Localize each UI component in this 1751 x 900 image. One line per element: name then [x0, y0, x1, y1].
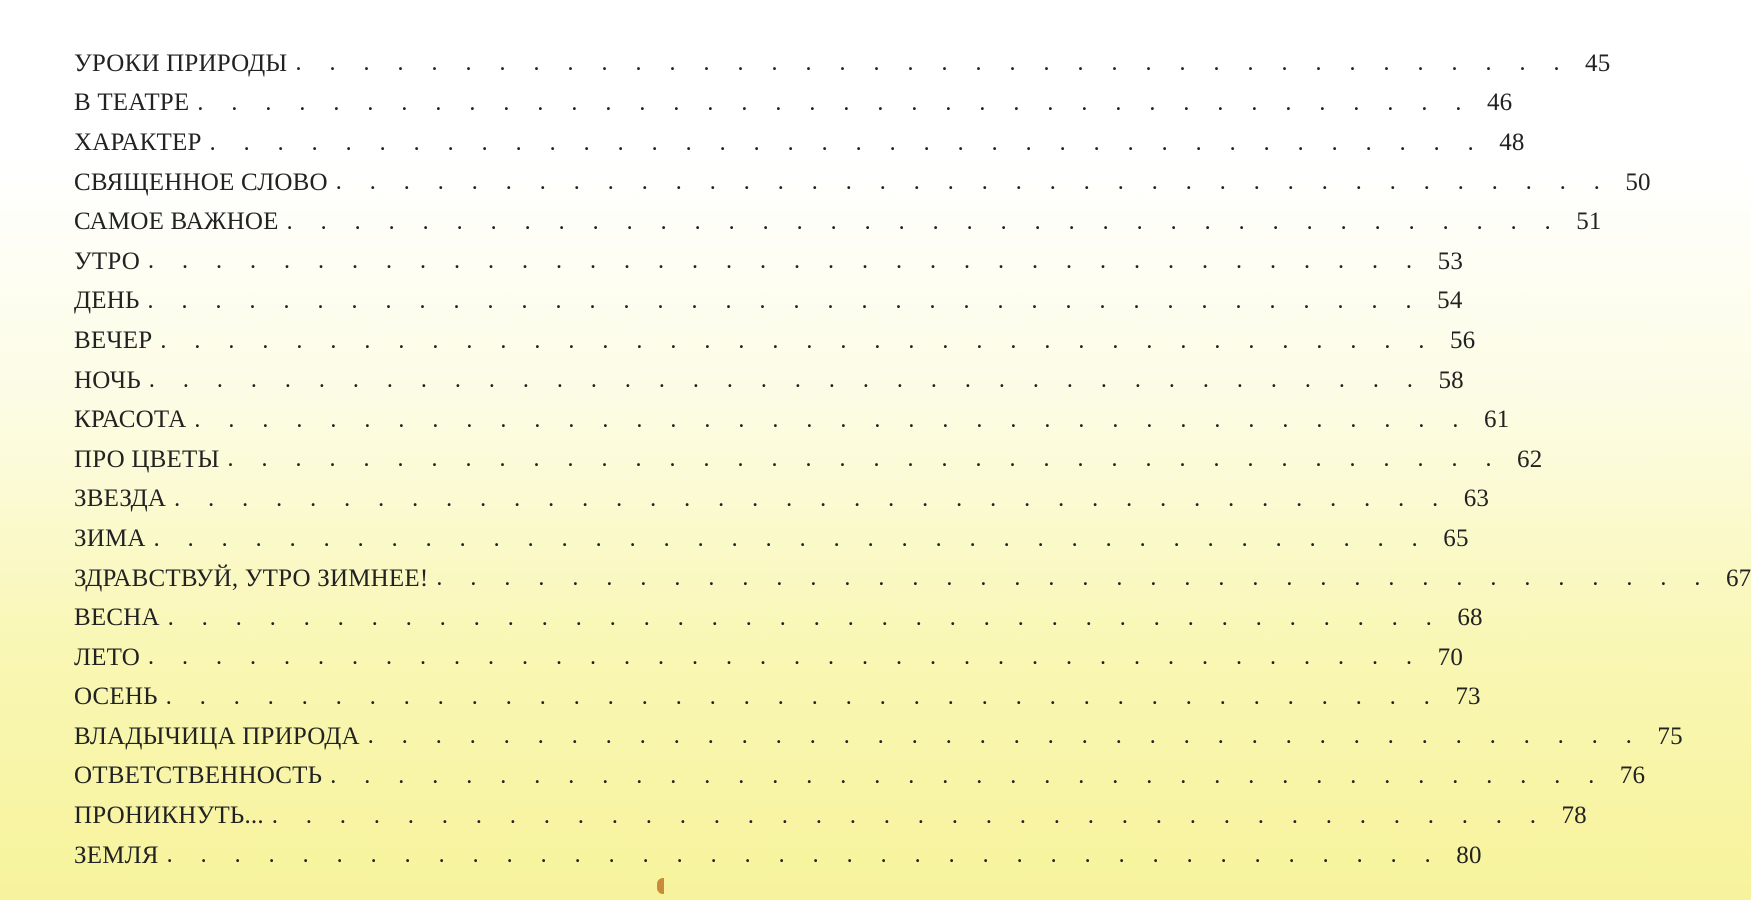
toc-entry-20 — [74, 836, 1482, 876]
toc-entry-2 — [74, 123, 1525, 163]
dot-leader: . . . . . . . . . . . . . . . . . . . . . . . . . . . . . . . . . . . . . . — [148, 644, 1424, 671]
toc-entry-title: ВЕЧЕР — [74, 326, 153, 354]
toc-entry-page: 73 — [1455, 683, 1481, 711]
toc-entry-page: 68 — [1457, 604, 1483, 632]
toc-entry-8 — [74, 361, 1464, 401]
toc-entry-title: ВЛАДЫЧИЦА ПРИРОДА — [74, 722, 360, 750]
toc-entry-13 — [74, 559, 1751, 599]
toc-entry-page: 63 — [1463, 485, 1490, 513]
table-of-contents — [74, 44, 1751, 875]
toc-entry-title: ЗЕМЛЯ — [74, 841, 159, 869]
toc-entry-6 — [74, 282, 1463, 322]
toc-entry-title: ЗДРАВСТВУЙ, УТРО ЗИМНЕЕ! — [74, 564, 429, 592]
page-corner-mark — [657, 878, 664, 894]
toc-entry-17 — [74, 717, 1683, 757]
toc-entry-page: 50 — [1625, 168, 1651, 196]
dot-leader: . . . . . . . . . . . . . . . . . . . . . . . . . . . . . . . . . . . . . . — [286, 208, 1562, 235]
toc-entry-title: ПРО ЦВЕТЫ — [74, 445, 220, 473]
toc-entry-3 — [74, 163, 1651, 203]
toc-entry-page: 48 — [1499, 128, 1525, 156]
dot-leader: . . . . . . . . . . . . . . . . . . . . . . . . . . . . . . . . . . . . . . — [194, 406, 1470, 433]
toc-entry-14 — [74, 598, 1483, 638]
toc-entry-0 — [74, 44, 1611, 84]
toc-entry-title: САМОЕ ВАЖНОЕ — [74, 208, 279, 236]
toc-entry-9 — [74, 400, 1510, 440]
toc-entry-page: 56 — [1449, 326, 1476, 354]
toc-entry-title: КРАСОТА — [74, 406, 187, 434]
dot-leader: . . . . . . . . . . . . . . . . . . . . . . . . . . . . . . . . . . . . . . — [167, 604, 1443, 631]
toc-entry-page: 67 — [1725, 564, 1751, 592]
toc-entry-title: В ТЕАТРЕ — [74, 89, 190, 117]
dot-leader: . . . . . . . . . . . . . . . . . . . . . . . . . . . . . . . . . . . . . . — [330, 763, 1606, 790]
toc-entry-page: 46 — [1486, 89, 1513, 117]
toc-entry-title: ОСЕНЬ — [74, 683, 158, 711]
dot-leader: . . . . . . . . . . . . . . . . . . . . . . . . . . . . . . . . . . . . . . — [436, 565, 1712, 592]
toc-entry-page: 75 — [1657, 722, 1683, 750]
dot-leader: . . . . . . . . . . . . . . . . . . . . . . . . . . . . . . . . . . . . . . — [295, 50, 1571, 77]
toc-entry-16 — [74, 678, 1481, 718]
toc-entry-title: ПРОНИКНУТЬ... — [74, 802, 264, 830]
dot-leader: . . . . . . . . . . . . . . . . . . . . . . . . . . . . . . . . . . . . . . — [148, 248, 1424, 275]
dot-leader: . . . . . . . . . . . . . . . . . . . . . . . . . . . . . . . . . . . . . . — [174, 485, 1450, 512]
toc-entry-title: ХАРАКТЕР — [74, 128, 202, 156]
toc-entry-title: ЗИМА — [74, 524, 146, 552]
dot-leader: . . . . . . . . . . . . . . . . . . . . . . . . . . . . . . . . . . . . . . — [335, 169, 1611, 196]
toc-entry-title: ЛЕТО — [74, 643, 141, 671]
toc-entry-title: УРОКИ ПРИРОДЫ — [74, 49, 288, 77]
toc-entry-title: ЗВЕЗДА — [74, 485, 167, 513]
toc-entry-page: 54 — [1437, 287, 1463, 315]
toc-entry-title: ОТВЕТСТВЕННОСТЬ — [74, 762, 323, 790]
toc-entry-page: 62 — [1517, 445, 1543, 473]
toc-entry-title: УТРО — [74, 247, 141, 275]
dot-leader: . . . . . . . . . . . . . . . . . . . . . . . . . . . . . . . . . . . . . . — [160, 327, 1436, 354]
toc-entry-page: 58 — [1438, 366, 1464, 394]
dot-leader: . . . . . . . . . . . . . . . . . . . . . . . . . . . . . . . . . . . . . . — [367, 723, 1643, 750]
toc-entry-title: СВЯЩЕННОЕ СЛОВО — [74, 168, 328, 196]
toc-entry-title: ВЕСНА — [74, 604, 160, 632]
toc-entry-title: НОЧЬ — [74, 366, 141, 394]
dot-leader: . . . . . . . . . . . . . . . . . . . . . . . . . . . . . . . . . . . . . . — [165, 683, 1441, 710]
toc-entry-7 — [74, 321, 1476, 361]
toc-entry-15 — [74, 638, 1464, 678]
toc-entry-4 — [74, 202, 1602, 242]
dot-leader: . . . . . . . . . . . . . . . . . . . . . . . . . . . . . . . . . . . . . . — [166, 842, 1442, 869]
toc-entry-title: ДЕНЬ — [74, 287, 140, 315]
dot-leader: . . . . . . . . . . . . . . . . . . . . . . . . . . . . . . . . . . . . . . — [271, 802, 1547, 829]
toc-entry-page: 65 — [1443, 524, 1469, 552]
toc-entry-page: 53 — [1437, 247, 1464, 275]
toc-entry-5 — [74, 242, 1464, 282]
toc-entry-19 — [74, 796, 1587, 836]
toc-entry-11 — [74, 480, 1490, 520]
toc-entry-12 — [74, 519, 1469, 559]
toc-entry-page: 51 — [1576, 208, 1602, 236]
toc-entry-page: 61 — [1484, 406, 1510, 434]
dot-leader: . . . . . . . . . . . . . . . . . . . . . . . . . . . . . . . . . . . . . . — [153, 525, 1429, 552]
dot-leader: . . . . . . . . . . . . . . . . . . . . . . . . . . . . . . . . . . . . . . — [209, 129, 1485, 156]
dot-leader: . . . . . . . . . . . . . . . . . . . . . . . . . . . . . . . . . . . . . . — [147, 287, 1423, 314]
toc-entry-18 — [74, 757, 1646, 797]
dot-leader: . . . . . . . . . . . . . . . . . . . . . . . . . . . . . . . . . . . . . . — [148, 367, 1424, 394]
toc-entry-page: 78 — [1561, 802, 1587, 830]
toc-entry-page: 80 — [1456, 841, 1482, 869]
dot-leader: . . . . . . . . . . . . . . . . . . . . . . . . . . . . . . . . . . . . . . — [197, 89, 1473, 116]
toc-entry-1 — [74, 84, 1513, 124]
toc-entry-page: 76 — [1619, 762, 1646, 790]
toc-entry-page: 45 — [1585, 49, 1611, 77]
toc-entry-10 — [74, 440, 1543, 480]
dot-leader: . . . . . . . . . . . . . . . . . . . . . . . . . . . . . . . . . . . . . . — [227, 446, 1503, 473]
toc-entry-page: 70 — [1437, 643, 1464, 671]
